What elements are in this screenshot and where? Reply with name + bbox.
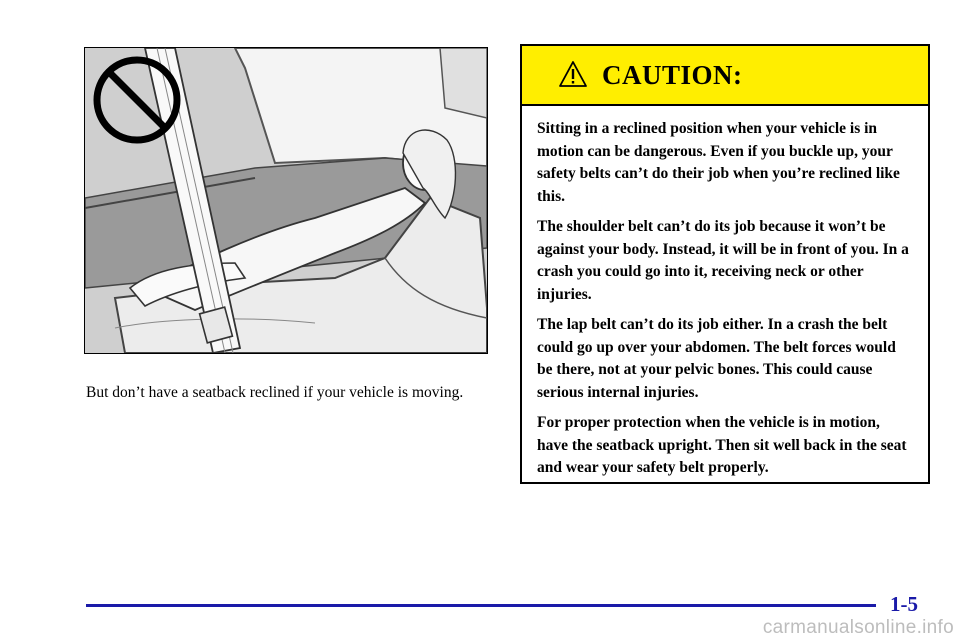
caution-paragraph: The shoulder belt can’t do its job because it won’t be against your body. Instead, it will be in front of you. In a crash you could go into it, receiving neck or other injuries. [537, 218, 909, 303]
caution-header [522, 46, 928, 106]
reclined-seat-illustration [84, 47, 488, 354]
page-number: 1-5 [890, 592, 918, 616]
caution-paragraph: For proper protection when the vehicle is in motion, have the seatback upright. Then sit well back in the seat and wear your safety belt properly. [537, 414, 907, 476]
caution-title: CAUTION: [602, 60, 743, 90]
warning-triangle-icon [558, 60, 588, 93]
reclined-seat-drawing [85, 48, 487, 353]
caution-paragraph: The lap belt can’t do its job either. In a crash the belt could go up over your abdomen. The belt forces would be there, not at your pelvic bones. This could cause serious internal injuries. [537, 316, 896, 401]
watermark: carmanualsonline.info [762, 617, 954, 638]
caution-body [522, 106, 928, 480]
caution-paragraph: Sitting in a reclined position when your vehicle is in motion can be dangerous. Even if you buckle up, your safety belts can’t do their job when you’re reclined like this. [537, 120, 900, 205]
footer-rule [86, 604, 876, 607]
body-text: But don’t have a seatback reclined if your vehicle is moving. [86, 384, 464, 401]
caution-box [520, 44, 930, 484]
